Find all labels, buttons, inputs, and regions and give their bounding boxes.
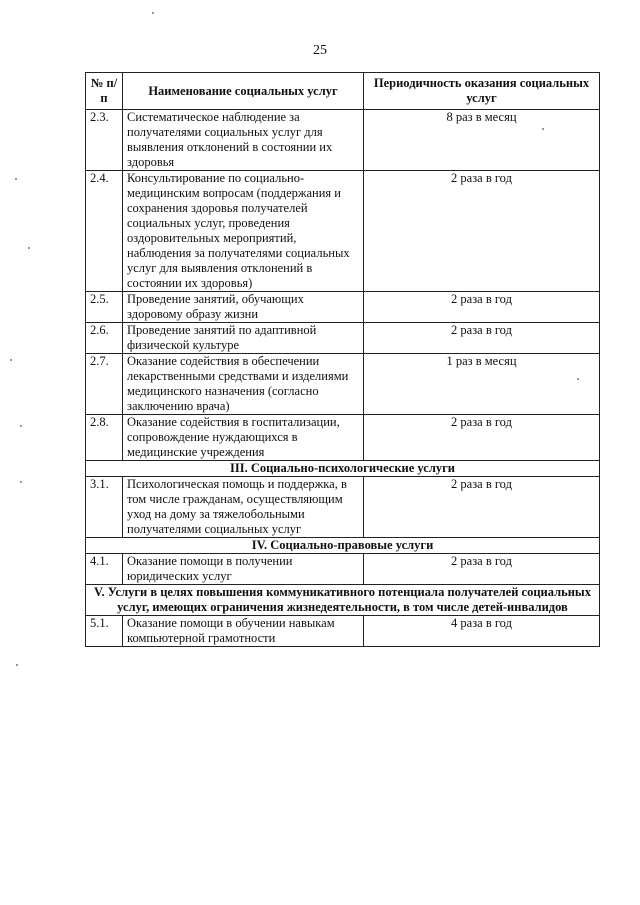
table-row [86,554,600,585]
table-header-row [86,73,600,110]
service-name: Оказание содействия в госпитализации, сопровождение нуждающихся в медицинские учреждения [123,415,364,461]
service-frequency: 2 раза в год [364,415,600,461]
section-title: V. Услуги в целях повышения коммуникативного потенциала получателей социальных услуг, имеющих ограничения жизнедеятельности, в том числе детей-инвалидов [86,585,600,616]
header-service-name: Наименование социальных услуг [123,73,364,110]
service-frequency: 2 раза в год [364,477,600,538]
section-header-row [86,461,600,477]
table-body [86,110,600,647]
service-name: Проведение занятий, обучающих здоровому образу жизни [123,292,364,323]
table-row [86,292,600,323]
service-frequency: 2 раза в год [364,171,600,292]
scan-speck [542,128,544,130]
table-row [86,415,600,461]
service-name: Психологическая помощь и поддержка, в том числе гражданам, осуществляющим уход на дому за тяжелобольными получателями социальных услуг [123,477,364,538]
service-name: Проведение занятий по адаптивной физической культуре [123,323,364,354]
service-name: Оказание помощи в обучении навыкам компьютерной грамотности [123,616,364,647]
service-frequency: 4 раза в год [364,616,600,647]
table-row [86,110,600,171]
service-frequency: 2 раза в год [364,323,600,354]
service-frequency: 2 раза в год [364,292,600,323]
service-name: Систематическое наблюдение за получателями социальных услуг для выявления отклонений в состоянии их здоровья [123,110,364,171]
row-number: 3.1. [86,477,123,538]
service-name: Оказание содействия в обеспечении лекарственными средствами и изделиями медицинского назначения (согласно заключению врача) [123,354,364,415]
service-frequency: 1 раз в месяц [364,354,600,415]
row-number: 5.1. [86,616,123,647]
table-row [86,171,600,292]
scan-speck [577,378,579,380]
row-number: 2.5. [86,292,123,323]
scan-speck [15,178,17,180]
scan-speck [10,359,12,361]
row-number: 2.8. [86,415,123,461]
table-row [86,477,600,538]
row-number: 2.7. [86,354,123,415]
page-number: 25 [313,43,327,58]
table-row [86,354,600,415]
service-frequency: 2 раза в год [364,554,600,585]
header-frequency: Периодичность оказания социальных услуг [364,73,600,110]
row-number: 4.1. [86,554,123,585]
scan-speck [152,12,154,14]
row-number: 2.4. [86,171,123,292]
row-number: 2.6. [86,323,123,354]
table-row [86,616,600,647]
header-num: № п/п [86,73,123,110]
section-title: IV. Социально-правовые услуги [86,538,600,554]
section-title: III. Социально-психологические услуги [86,461,600,477]
services-table [85,72,600,647]
service-name: Консультирование по социально-медицинским вопросам (поддержания и сохранения здоровья получателей социальных услуг, проведения оздоровительных мероприятий, наблюдения за получателями социальных услуг для выявления отклонений в состоянии их здоровья) [123,171,364,292]
service-name: Оказание помощи в получении юридических услуг [123,554,364,585]
section-header-row [86,538,600,554]
scan-speck [16,664,18,666]
scan-speck [28,247,30,249]
table-row [86,323,600,354]
row-number: 2.3. [86,110,123,171]
section-header-row [86,585,600,616]
service-frequency: 8 раз в месяц [364,110,600,171]
scan-speck [20,425,22,427]
scan-speck [20,481,22,483]
